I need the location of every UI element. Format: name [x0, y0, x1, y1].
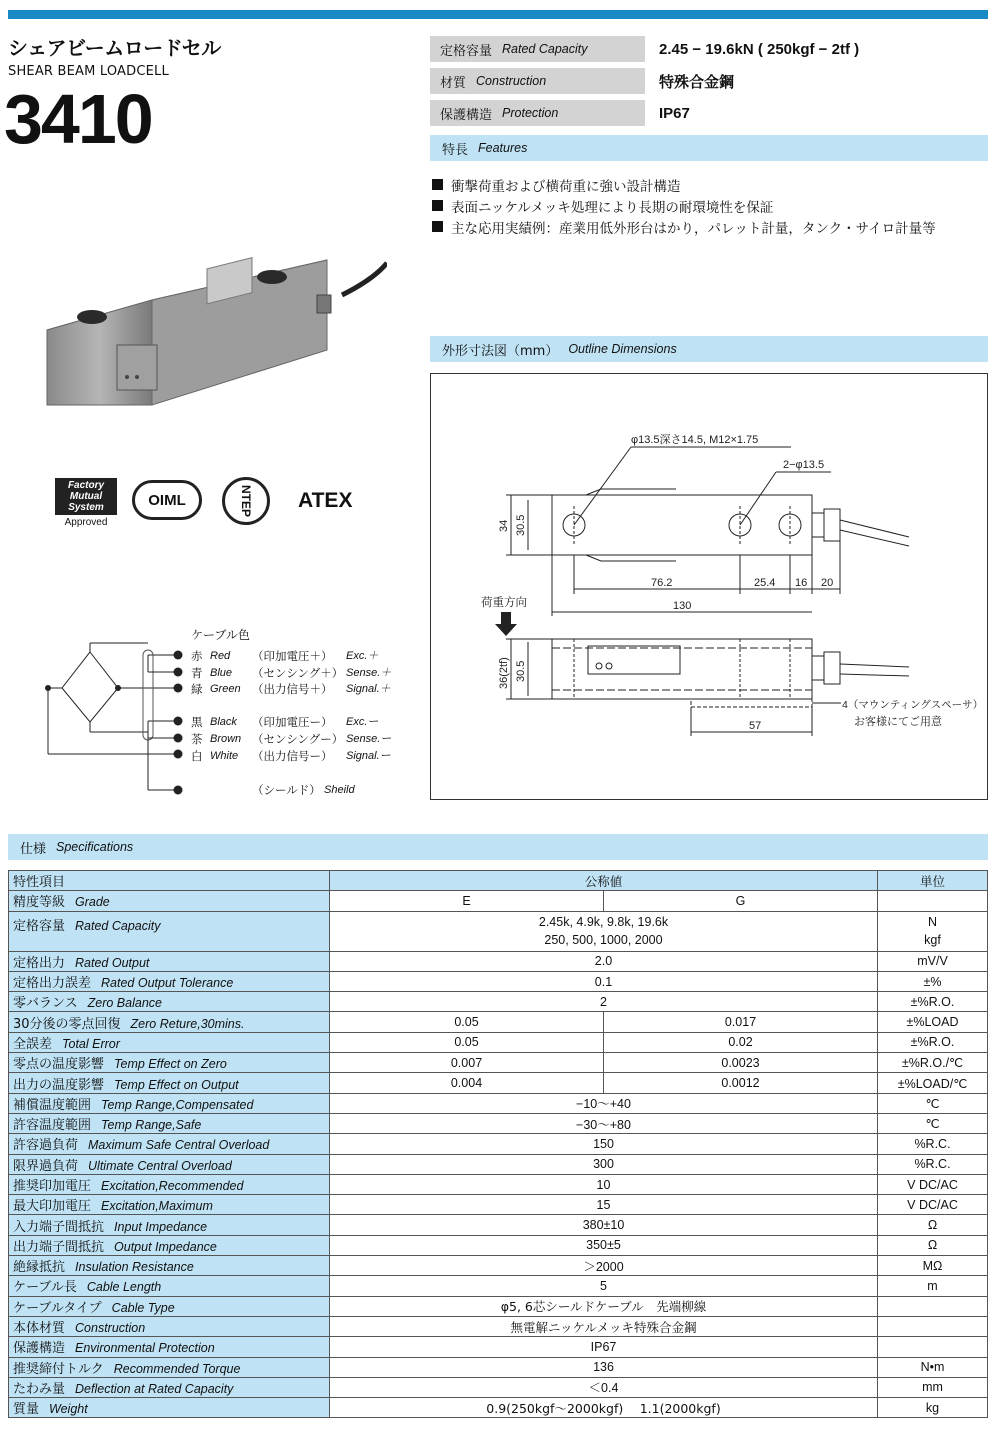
table-row: 出力端子間抵抗 Output Impedance 350±5 Ω: [9, 1235, 988, 1255]
feature-text: 主な応用実績例：産業用低外形台はかり，パレット計量，タンク・サイロ計量等: [451, 220, 936, 237]
summary-row: [430, 36, 988, 62]
table-row: 許容温度範囲 Temp Range,Safe −30〜+80 ℃: [9, 1113, 988, 1133]
specifications-header: [8, 834, 988, 860]
summary-value: IP67: [659, 104, 690, 122]
wire-color-jp: 白: [191, 748, 203, 763]
specs-title-en: Specifications: [56, 840, 134, 854]
feature-text: 衝撃荷重および横荷重に強い設計構造: [451, 178, 681, 195]
summary-row: [430, 68, 988, 94]
dim-130: 130: [673, 600, 692, 612]
fm-line3: System: [68, 502, 104, 513]
value-e: E: [330, 891, 604, 911]
summary-table: [430, 36, 988, 126]
dimension-drawing: [431, 374, 987, 799]
wire-color-jp: 赤: [191, 649, 203, 663]
oiml-text: OIML: [148, 491, 186, 509]
wire-color-jp: 緑: [191, 682, 203, 697]
wire-function: （出力信号ー）: [252, 748, 333, 763]
summary-label: [430, 68, 645, 94]
load-direction-label: 荷重方向: [481, 597, 527, 609]
table-row: ケーブルタイプ Cable Type φ5, 6芯シールドケーブル 先端柳線: [9, 1296, 988, 1316]
feature-item: [432, 174, 988, 195]
wire-color-jp: 茶: [191, 731, 203, 746]
table-row: 定格出力誤差 Rated Output Tolerance 0.1 ±%: [9, 971, 988, 991]
bullet-square-icon: [432, 179, 443, 190]
table-row: 補償温度範囲 Temp Range,Compensated −10〜+40 ℃: [9, 1093, 988, 1113]
feature-item: [432, 195, 988, 216]
spacer-note: お客様にてご用意: [854, 716, 942, 728]
wire-function: （センシングー）: [252, 731, 344, 746]
hole-two-label: 2−φ13.5: [783, 459, 825, 471]
dimensions-header: [430, 336, 988, 362]
table-row: 最大印加電圧 Excitation,Maximum 15 V DC/AC: [9, 1195, 988, 1215]
dim-30-5-side: 30.5: [515, 660, 527, 682]
table-row: たわみ量 Deflection at Rated Capacity ＜0.4 mm: [9, 1377, 988, 1397]
wire-row: [191, 648, 435, 665]
shield-function: （シールド）: [252, 783, 321, 798]
table-row: 保護構造 Environmental Protection IP67: [9, 1337, 988, 1357]
header-unit: 単位: [878, 871, 988, 891]
specifications-table: [8, 870, 988, 1418]
dim-30-5: 30.5: [515, 514, 527, 536]
wire-function: （センシング＋）: [252, 665, 344, 680]
wire-color-jp: 黒: [191, 715, 203, 730]
product-title-jp: シェアビームロードセル: [8, 36, 221, 60]
table-row: ケーブル長 Cable Length 5 m: [9, 1276, 988, 1296]
wire-signal: Sense.ー: [346, 732, 392, 745]
wire-function: （印加電圧＋）: [252, 649, 333, 663]
spacer-label: 4（マウンティングスペーサ）: [842, 699, 984, 711]
wire-row: [191, 665, 435, 682]
wiring-diagram: [35, 620, 435, 810]
dim-76-2: 76.2: [651, 577, 673, 589]
wire-color-en: Brown: [210, 732, 242, 745]
summary-label: [430, 36, 645, 62]
wire-color-en: Blue: [210, 666, 233, 679]
specs-title-jp: 仕様: [20, 841, 47, 857]
top-view-body: [552, 495, 812, 555]
table-row: 定格出力 Rated Output 2.0 mV/V: [9, 951, 988, 971]
factory-mutual-logo: [55, 478, 117, 528]
table-row: 零点の温度影響 Temp Effect on Zero 0.007 0.0023 ±%R.O./℃: [9, 1053, 988, 1073]
features-header: [430, 135, 988, 161]
wire-signal: Sense.＋: [346, 666, 392, 679]
wire-color-en: Red: [210, 650, 231, 662]
summary-row: [430, 100, 988, 126]
header-item: 特性項目: [9, 871, 330, 891]
wire-signal: Exc.ー: [346, 716, 379, 729]
feature-text: 表面ニッケルメッキ処理により長期の耐環境性を保証: [451, 199, 774, 216]
features-title-en: Features: [478, 141, 528, 155]
table-row: 許容過負荷 Maximum Safe Central Overload 150 %R.C.: [9, 1134, 988, 1154]
fm-line1: Factory: [67, 480, 105, 491]
table-row: 全誤差 Total Error 0.05 0.02 ±%R.O.: [9, 1032, 988, 1052]
wire-signal: Exc.＋: [346, 650, 379, 662]
header-nominal: 公称値: [330, 871, 878, 891]
wire-list: [191, 648, 435, 799]
product-title-en: SHEAR BEAM LOADCELL: [8, 64, 169, 79]
model-number: 3410: [4, 80, 152, 158]
oiml-logo: [132, 480, 202, 520]
wire-row: [191, 681, 435, 698]
ntep-logo: [222, 477, 270, 525]
loadcell-photo: [42, 255, 387, 410]
bullet-square-icon: [432, 221, 443, 232]
wire-color-en: Green: [210, 683, 241, 696]
table-row: 精度等級 Grade E G: [9, 891, 988, 911]
table-row: 絶縁抵抗 Insulation Resistance ＞2000 MΩ: [9, 1256, 988, 1276]
wire-row: [191, 714, 435, 731]
table-row: 推奨締付トルク Recommended Torque 136 N•m: [9, 1357, 988, 1377]
load-direction-arrow-icon: [495, 612, 517, 636]
ntep-text: NTEP: [239, 484, 253, 517]
dim-16: 16: [795, 577, 808, 589]
summary-value: 2.45 − 19.6kN ( 250kgf − 2tf ): [659, 40, 860, 58]
atex-logo: ATEX: [298, 489, 353, 512]
dim-57: 57: [749, 720, 762, 732]
table-row: 質量 Weight 0.9(250kgf〜2000kgf) 1.1(2000kgf) kg: [9, 1398, 988, 1418]
table-row: 出力の温度影響 Temp Effect on Output 0.004 0.0012 ±%LOAD/℃: [9, 1073, 988, 1093]
shield-label: Sheild: [324, 784, 355, 797]
summary-label-jp: 材質: [440, 75, 467, 91]
wire-color-en: White: [210, 749, 239, 762]
table-row: 30分後の零点回復 Zero Reture,30mins. 0.05 0.017 ±%LOAD: [9, 1012, 988, 1032]
wire-row: [191, 731, 435, 748]
wire-function: （出力信号＋）: [252, 682, 333, 697]
bullet-square-icon: [432, 200, 443, 211]
table-row: 入力端子間抵抗 Input Impedance 380±10 Ω: [9, 1215, 988, 1235]
fm-line2: Mutual: [69, 491, 103, 502]
table-row: 定格容量 Rated Capacity 2.45k, 4.9k, 9.8k, 19.6k 250, 500, 1000, 2000 N kgf: [9, 911, 988, 951]
table-row: 零バランス Zero Balance 2 ±%R.O.: [9, 992, 988, 1012]
dim-36: 36(2tf): [498, 657, 510, 689]
summary-label-en: Construction: [476, 74, 547, 88]
wire-signal: Signal.ー: [346, 749, 391, 762]
summary-label-en: Rated Capacity: [502, 42, 588, 56]
top-accent-bar: [8, 10, 988, 19]
summary-label-jp: 保護構造: [440, 107, 493, 123]
bridge-circuit: [62, 652, 118, 722]
dim-34: 34: [498, 519, 510, 532]
feature-item: [432, 216, 988, 237]
hole-main-label: φ13.5深さ14.5, M12×1.75: [631, 434, 759, 446]
summary-label: [430, 100, 645, 126]
wire-color-jp: 青: [191, 665, 203, 680]
dim-20: 20: [821, 577, 834, 589]
table-row: 限界過負荷 Ultimate Central Overload 300 %R.C.: [9, 1154, 988, 1174]
table-row: 推奨印加電圧 Excitation,Recommended 10 V DC/AC: [9, 1174, 988, 1194]
dim-25-4: 25.4: [754, 577, 776, 589]
wire-row-shield: [191, 782, 435, 799]
wire-function: （印加電圧ー）: [252, 715, 333, 730]
dimensions-title-jp: 外形寸法図（mm）: [442, 343, 559, 359]
dimension-drawing-frame: [430, 373, 988, 800]
wire-color-en: Black: [210, 716, 237, 729]
features-title-jp: 特長: [442, 142, 469, 158]
table-row: 本体材質 Construction 無電解ニッケルメッキ特殊合金鋼: [9, 1316, 988, 1336]
wire-signal: Signal.＋: [346, 683, 391, 696]
table-header-row: [9, 871, 988, 891]
summary-label-en: Protection: [502, 106, 559, 120]
summary-label-jp: 定格容量: [440, 43, 493, 59]
dimensions-title-en: Outline Dimensions: [568, 342, 677, 356]
wire-row: [191, 748, 435, 765]
summary-value: 特殊合金鋼: [659, 72, 735, 91]
cable-color-title: ケーブル色: [191, 628, 250, 642]
fm-approved: Approved: [64, 517, 108, 528]
value-g: G: [604, 891, 878, 911]
features-list: [432, 174, 988, 237]
